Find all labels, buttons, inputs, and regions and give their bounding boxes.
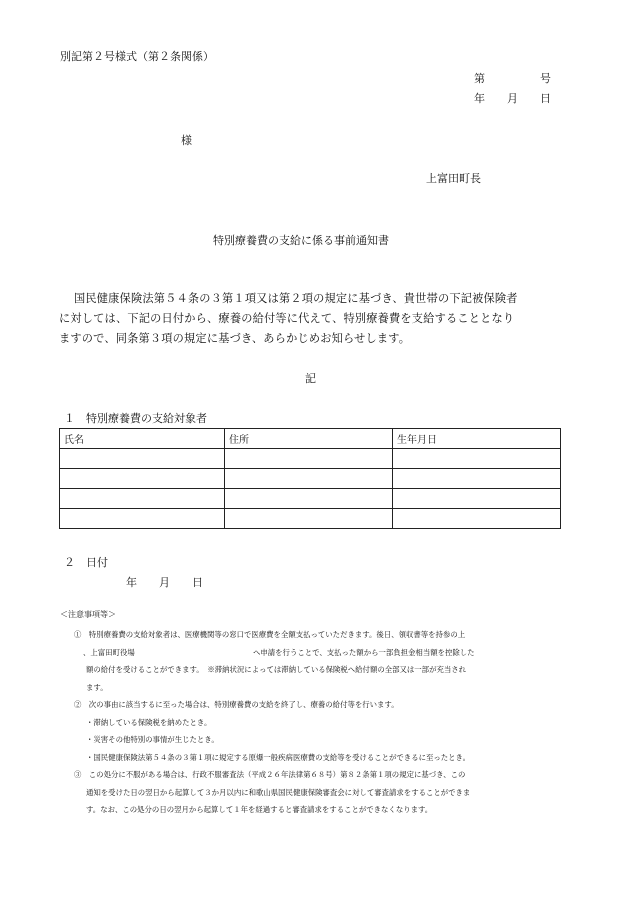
- note-line: 、上富田町役場 へ申請を行うことで、支払った額から一部負担金相当額を控除した: [83, 647, 475, 657]
- cell-name[interactable]: [60, 449, 225, 469]
- body-line-3: ますので、同条第３項の規定に基づき、あらかじめお知らせします。: [59, 332, 411, 345]
- notes-list: [64, 626, 564, 819]
- cell-name[interactable]: [60, 509, 225, 529]
- note-line: 額の給付を受けることができます。 ※滞納状況によっては滞納している保険税へ給付額の全部又は一部が充当され: [86, 665, 467, 674]
- note-line: す。なお、この処分の日の翌月から起算して１年を経過すると審査請求をすることができなくなります。: [86, 805, 433, 814]
- note-line: ① 特別療養費の支給対象者は、医療機関等の窓口で医療費を全額支払っていただきます。後日、領収書等を持参の上: [74, 630, 466, 639]
- note-line: ③ この処分に不服がある場合は、行政不服審査法（平成２６年法律第６８号）第８２条第１項の規定に基づき、この: [74, 770, 466, 779]
- note-line: ② 次の事由に該当するに至った場合は、特別療養費の支給を終了し、療養の給付等を行います。: [74, 700, 399, 709]
- cell-birthdate[interactable]: [393, 489, 561, 509]
- section2-heading: ２ 日付: [64, 556, 108, 569]
- cell-address[interactable]: [225, 509, 393, 529]
- cell-name[interactable]: [60, 489, 225, 509]
- form-id: 別記第２号様式（第２条関係）: [60, 50, 214, 63]
- document-number: 第 号: [474, 72, 551, 85]
- document-title: 特別療養費の支給に係る事前通知書: [213, 234, 389, 247]
- addressee-suffix: 様: [181, 134, 192, 147]
- table-row: [60, 469, 561, 489]
- issue-date: 年 月 日: [474, 92, 551, 105]
- section1-heading: １ 特別療養費の支給対象者: [64, 412, 207, 425]
- table-row: [60, 509, 561, 529]
- cell-birthdate[interactable]: [393, 449, 561, 469]
- note-line: ・災害その他特別の事情が生じたとき。: [86, 735, 219, 744]
- header-name: 氏名: [60, 429, 225, 449]
- body-line-2: に対しては、下記の日付から、療養の給付等に代えて、特別療養費を支給することとなり: [59, 312, 515, 325]
- cell-name[interactable]: [60, 469, 225, 489]
- section2-date: 年 月 日: [126, 576, 203, 589]
- note-line: 通知を受けた日の翌日から起算して３か月以内に和歌山県国民健康保険審査会に対して審査請求をすることができま: [86, 787, 471, 797]
- cell-address[interactable]: [225, 469, 393, 489]
- ki-marker: 記: [305, 372, 316, 385]
- cell-birthdate[interactable]: [393, 509, 561, 529]
- header-address: 住所: [225, 429, 393, 449]
- note-line: ・滞納している保険税を納めたとき。: [86, 717, 212, 727]
- table-row: [60, 449, 561, 469]
- note-line: ・国民健康保険法第５４条の３第１項に規定する原爆一般疾病医療費の支給等を受けることができるに至ったとき。: [86, 752, 471, 762]
- target-persons-table: [59, 428, 561, 529]
- cell-address[interactable]: [225, 489, 393, 509]
- body-line-1: 国民健康保険法第５４条の３第１項又は第２項の規定に基づき、貴世帯の下記被保険者: [74, 292, 518, 305]
- sender-name: 上富田町長: [426, 172, 481, 185]
- note-line: ます。: [86, 682, 108, 692]
- header-birthdate: 生年月日: [393, 429, 561, 449]
- cell-birthdate[interactable]: [393, 469, 561, 489]
- table-header-row: [60, 429, 561, 449]
- cell-address[interactable]: [225, 449, 393, 469]
- notes-heading: ＜注意事項等＞: [60, 610, 116, 619]
- table-row: [60, 489, 561, 509]
